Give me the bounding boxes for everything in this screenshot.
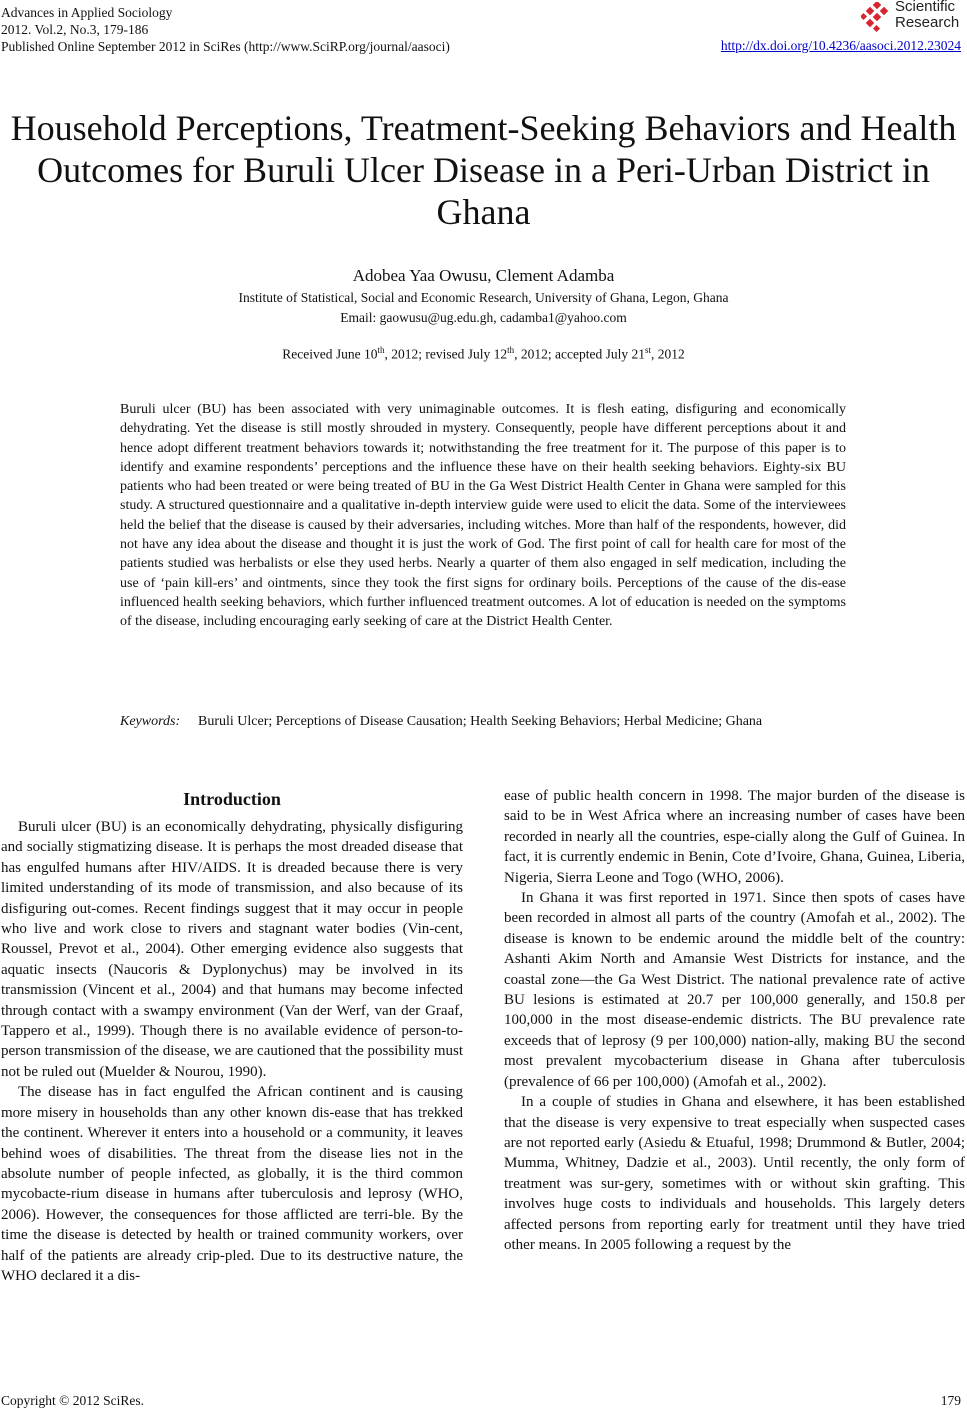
section-heading-introduction: Introduction [183,789,281,809]
publisher-logo [861,0,961,36]
accepted-date-suffix: st [644,345,651,355]
paragraph: In Ghana it was first reported in 1971. Since then spots of cases have been recorded in almost all parts of the country (Amofah et al., 2002). The disease is known to be endemic around the middle belt of the country: Ashanti Akim North and Amansie West Districts for instance, and the coastal zone—the Ga West District. The national prevalence rate of active BU lesions is estimated at 20.7 per 100,000 generally, and 150.8 per 100,000 in the most disease-endemic districts. The BU prevalence rate exceeds that of leprosy (9 per 100,000) nation-ally, making BU the second most prevalent mycobacterium disease in Ghana after tuberculosis (prevalence of 66 per 100,000) (Amofah et al., 2002). [504,890,965,1090]
keywords-text: Buruli Ulcer; Perceptions of Disease Causation; Health Seeking Behaviors; Herbal Medicine; Ghana [198,714,763,729]
left-column [1,787,463,1286]
page-number: 179 [940,1393,961,1408]
paragraph: In a couple of studies in Ghana and elsewhere, it has been established that the disease is very expensive to treat especially when suspected cases are not reported early (Asiedu & Etuaful, 1998; Drummond & Butler, 2004; Mumma, Whitney, Dadzie et al., 2003). Until recently, the only form of treatment was sur-gery, sometimes with or without skin grafting. This involves huge costs to individuals and households. This largely deters affected persons from reporting early for treatment until they have tried other means. In 2005 following a request by the [504,1094,965,1253]
copyright: Copyright © 2012 SciRes. [1,1393,145,1408]
authors: Adobea Yaa Owusu, Clement Adamba [352,266,615,285]
paragraph: ease of public health concern in 1998. The major burden of the disease is said to be in West Africa where an increasing number of cases have been recorded in nearly all the countries, espe-cially along the Gulf of Guinea. In fact, it is currently endemic in Benin, Cote d’Ivoire, Ghana, Guinea, Liberia, Nigeria, Sierra Leone and Togo (WHO, 2006). [504,788,965,886]
doi-link[interactable]: http://dx.doi.org/10.4236/aasoci.2012.23024 [720,38,961,53]
paper-title: Household Perceptions, Treatment-Seeking Behaviors and Health Outcomes for Buruli Ulcer Disease in a Peri-Urban District in Ghana [10,108,957,232]
logo-line-1: Scientific [895,0,956,15]
abstract: Buruli ulcer (BU) has been associated with very unimaginable outcomes. It is flesh eating, disfiguring and economically dehydrating. Yet the disease is still mostly shrouded in mystery. Consequently, people have different perceptions about it and hence adopt different treatment behaviors towards it; notwithstanding the free treatment for it. The purpose of this paper is to identify and examine respondents’ perceptions and the influence these have on their health seeking behaviors. Eighty-six BU patients who had been treated or were being treated of BU in the Ga West District Health Center in Ghana were sampled for this study. A structured questionnaire and a qualitative in-depth interview guide were used to elicit the data. Some of the interviewees held the belief that the disease is caused by their adversaries, including witches. More than half of the respondents, however, did not have any idea about the disease and thought it is just the work of God. The first point of call for health care for most of the patients studied was herbalists or else they used herbs. Nearly a quarter of them also engaged in self medication, including the use of ‘pain kill-ers’ and ointments, since they took the first signs for ordinary boils. Perceptions of the cause of the dis-ease influenced health seeking behaviors, which further influenced treatment outcomes. A lot of education is needed on the symptoms of the disease, including encouraging early seeking of care at the District Health Center. [120,402,846,630]
paragraph: The disease has in fact engulfed the African continent and is causing more misery in households than any other known dis-ease that has trekked the continent. Wherever it enters into a household or a community, it leaves behind woes of disabilities. The threat from the disease lies not in the absolute number of people infected, as globally, it is the third common mycobacte-rium disease in humans after tuberculosis and leprosy (WHO, 2006). However, the consequences for those afflicted are terri-ble. By the time the disease is detected by health or trained community workers, over half of the patients are already crip-pled. Due to its destructive nature, the WHO declared it a dis- [1,1084,463,1284]
revised-date: , 2012; revised July 12 [384,346,508,362]
logo-line-2: Research [895,14,960,31]
logo-text [895,0,959,31]
paragraph: Buruli ulcer (BU) is an economically dehydrating, physically disfiguring and socially stigmatizing disease. It is perhaps the most dreaded disease that has engulfed humans after HIV/AIDS. It is dreaded because there is very limited understanding of its mode of transmission, and also because of its disfiguring out-comes. Recent findings suggest that it may occur in people who live and work close to rivers and stagnant water bodies (Vin-cent, Roussel, Prevot et al., 2004). Other emerging evidence also suggests that aquatic insects (Naucoris & Dyplonychus) may be involved in its transmission (Vincent et al., 2004) and that humans may become infected through contact with a swampy environment (Van der Werf, van der Graaf, Tappero et al., 1999). Though there is no available evidence of person-to-person transmission of the disease, we are cautioned that the possibility must not be ruled out (Muelder & Nourou, 1990). [1,819,463,1080]
journal-name: Advances in Applied Sociology [1,5,173,20]
scientific-research-logo-icon [861,2,893,32]
received-date: Received June 10 [282,346,378,362]
publication-info: Published Online September 2012 in SciRes (http://www.SciRP.org/journal/aasoci) [1,39,450,54]
right-column [504,786,965,1255]
journal-volume: 2012. Vol.2, No.3, 179-186 [1,22,149,37]
accepted-year: , 2012 [650,346,685,362]
author-emails: Email: gaowusu@ug.edu.gh, cadamba1@yahoo.com [340,310,627,325]
keywords-label: Keywords: [120,714,181,729]
received-dates [0,345,967,363]
keywords [120,712,846,731]
affiliation: Institute of Statistical, Social and Economic Research, University of Ghana, Legon, Ghana [238,290,729,305]
journal-header [1,4,450,55]
revised-date-suffix: th [507,345,515,355]
accepted-date: , 2012; accepted July 21 [514,346,645,362]
received-date-suffix: th [377,345,385,355]
